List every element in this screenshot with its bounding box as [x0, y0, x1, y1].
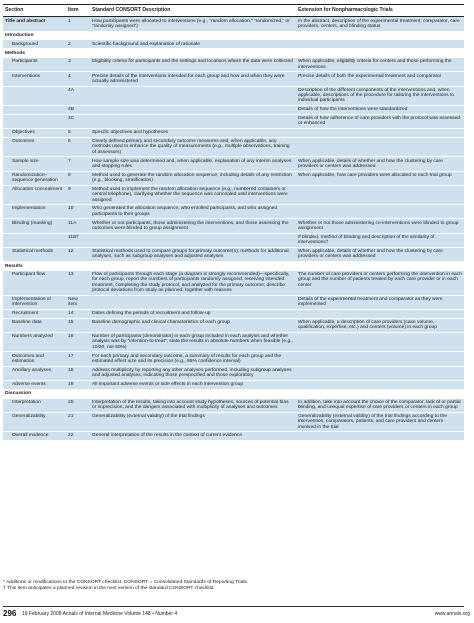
- row-standard-cell: Flow of participants through each stage (a diagram is strongly recommended)—specifically, for each group, report the numbers of participants randomly assigned, receiving intended treatment, completing the study protocol, and analyzed for the primary outcome; describe protocol deviations from study as planned, together with reasons: [90, 270, 296, 295]
- table-row: [3, 412, 464, 432]
- row-section-cell: Recruitment: [3, 309, 66, 318]
- table-header-row: [3, 5, 464, 17]
- row-standard-cell: Eligibility criteria for participants and the settings and locations where the data were collected: [90, 58, 296, 72]
- row-standard-cell: [90, 114, 296, 128]
- row-item-cell: 4A: [66, 86, 90, 106]
- row-section-cell: Allocation concealment: [3, 185, 66, 205]
- row-extension-cell: Details of how adherence of care providers with the protocol was assessed or enhanced: [296, 114, 464, 128]
- table-row: [3, 219, 464, 233]
- table-row: [3, 233, 464, 247]
- row-extension-cell: When applicable, details of whether and how the clustering by care providers or centers was addressed: [296, 157, 464, 171]
- row-standard-cell: Number of participants (denominator) in each group included in each analysis and whether analysis was by “intention-to-treat”; state the results in absolute numbers when feasible (e.g., 10/20, not 50%): [90, 332, 296, 352]
- row-section-cell: Adverse events: [3, 380, 66, 388]
- table-row: [3, 157, 464, 171]
- row-section-cell: [3, 114, 66, 128]
- footnote-1: * Additions or modifications to the CONSORT checklist. CONSORT = Consolidated Standards of Reporting Trials.: [3, 580, 249, 585]
- row-item-cell: 15: [66, 318, 90, 332]
- row-standard-cell: Dates defining the periods of recruitment and follow-up: [90, 309, 296, 318]
- table-row: [3, 86, 464, 106]
- row-section-cell: Title and abstract: [3, 17, 66, 31]
- table-row: [3, 171, 464, 185]
- row-section-cell: Ancillary analyses: [3, 366, 66, 380]
- table-row: [3, 137, 464, 157]
- row-item-cell: 14: [66, 309, 90, 318]
- row-section-cell: Participants: [3, 58, 66, 72]
- row-section-cell: Implementation of intervention: [3, 295, 66, 309]
- row-section-cell: [3, 233, 66, 247]
- row-standard-cell: Specific objectives and hypotheses: [90, 129, 296, 138]
- table-row: [3, 270, 464, 295]
- row-extension-cell: When applicable, details of whether and how the clustering by care providers or centers was addressed: [296, 247, 464, 261]
- row-standard-cell: Clearly defined primary and secondary outcome measures and, when applicable, any methods used to enhance the quality of measurements (e.g., multiple observations, training of assessors): [90, 137, 296, 157]
- table-row: [3, 366, 464, 380]
- row-extension-cell: When applicable, eligibility criteria for centers and those performing the interventions: [296, 58, 464, 72]
- row-extension-cell: [296, 366, 464, 380]
- row-section-cell: [3, 106, 66, 115]
- row-extension-cell: [296, 129, 464, 138]
- row-section-cell: [3, 86, 66, 106]
- row-section-cell: Baseline data: [3, 318, 66, 332]
- row-item-cell: 4B: [66, 106, 90, 115]
- table-row: [3, 318, 464, 332]
- journal-meta: 19 February 2008 Annals of Internal Medicine Volume 148 • Number 4: [22, 611, 178, 617]
- row-standard-cell: Statistical methods used to compare groups for primary outcome(s); methods for additional analyses, such as subgroup analyses and adjusted analyses: [90, 247, 296, 261]
- row-standard-cell: Interpretation of the results, taking into account study hypotheses, sources of potential bias or imprecision, and the dangers associated with multiplicity of analyses and outcomes: [90, 398, 296, 412]
- header-extension: Extension for Nonpharmacologic Trials: [296, 5, 464, 17]
- row-item-cell: 4C: [66, 114, 90, 128]
- footnotes: [3, 580, 464, 591]
- row-standard-cell: How sample size was determined and, when applicable, explanation of any interim analyses and stopping rules: [90, 157, 296, 171]
- row-item-cell: 17: [66, 352, 90, 366]
- row-section-cell: Interventions: [3, 72, 66, 86]
- row-extension-cell: Generalizability (external validity) of the trial findings according to the intervention, comparators, patients, and care providers and centers involved in the trial: [296, 412, 464, 432]
- row-section-cell: Statistical methods: [3, 247, 66, 261]
- row-section-cell: Numbers analyzed: [3, 332, 66, 352]
- table-row: [3, 17, 464, 31]
- row-section-cell: Interpretation: [3, 398, 66, 412]
- page-number: 296: [3, 609, 17, 618]
- row-item-cell: 2: [66, 40, 90, 48]
- row-item-cell: 9: [66, 185, 90, 205]
- row-extension-cell: [296, 309, 464, 318]
- row-extension-cell: [296, 137, 464, 157]
- row-extension-cell: Details of the experimental treatment and comparator as they were implemented: [296, 295, 464, 309]
- row-item-cell: 12: [66, 247, 90, 261]
- row-standard-cell: All important adverse events or side effects in each intervention group: [90, 380, 296, 388]
- row-extension-cell: The number of care providers or centers performing the intervention in each group and the number of patients treated by each care provider or in each center: [296, 270, 464, 295]
- row-item-cell: 8: [66, 171, 90, 185]
- table-row: [3, 40, 464, 48]
- row-extension-cell: Precise details of both the experimental treatment and comparator: [296, 72, 464, 86]
- row-standard-cell: [90, 233, 296, 247]
- row-standard-cell: How participants were allocated to interventions (e.g., “random allocation,” “randomized,” or “randomly assigned”): [90, 17, 296, 31]
- table-row: [3, 185, 464, 205]
- row-extension-cell: When applicable, a description of care providers (case volume, qualification, expertise, etc.) and centers (volume) in each group: [296, 318, 464, 332]
- section-heading: Results: [3, 261, 464, 270]
- row-section-cell: Participant flow: [3, 270, 66, 295]
- row-item-cell: 11A: [66, 219, 90, 233]
- row-item-cell: 19: [66, 380, 90, 388]
- row-item-cell: 10: [66, 205, 90, 219]
- consort-checklist-table: [3, 4, 464, 440]
- table-row: [3, 380, 464, 388]
- table-row: [3, 352, 464, 366]
- row-extension-cell: Whether or not those administering co-interventions were blinded to group assignment: [296, 219, 464, 233]
- section-heading: Introduction: [3, 31, 464, 40]
- header-section: Section: [3, 5, 66, 17]
- section-heading-row: [3, 31, 464, 40]
- row-section-cell: Implementation: [3, 205, 66, 219]
- row-standard-cell: [90, 86, 296, 106]
- row-item-cell: New item: [66, 295, 90, 309]
- row-standard-cell: Scientific background and explanation of rationale: [90, 40, 296, 48]
- table-row: [3, 72, 464, 86]
- row-item-cell: 18: [66, 366, 90, 380]
- row-item-cell: 21: [66, 412, 90, 432]
- row-item-cell: 5: [66, 129, 90, 138]
- row-extension-cell: [296, 352, 464, 366]
- row-section-cell: Generalizability: [3, 412, 66, 432]
- footnote-2: † This item anticipates a planned revision in the next version of the standard CONSORT checklist.: [3, 585, 215, 591]
- row-standard-cell: General interpretation of the results in the context of current evidence: [90, 432, 296, 440]
- row-item-cell: 4: [66, 72, 90, 86]
- row-item-cell: 7: [66, 157, 90, 171]
- row-item-cell: 1: [66, 17, 90, 31]
- section-heading: Methods: [3, 48, 464, 57]
- row-standard-cell: Precise details of the interventions intended for each group and how and when they were actually administered: [90, 72, 296, 86]
- row-extension-cell: Description of the different components of the interventions and, when applicable, descriptions of the procedure for tailoring the interventions to individual participants: [296, 86, 464, 106]
- row-extension-cell: [296, 432, 464, 440]
- row-standard-cell: Generalizability (external validity) of the trial findings: [90, 412, 296, 432]
- row-section-cell: Background: [3, 40, 66, 48]
- row-section-cell: Outcomes: [3, 137, 66, 157]
- section-heading-row: [3, 389, 464, 398]
- table-row: [3, 398, 464, 412]
- row-standard-cell: Method used to generate the random allocation sequence, including details of any restriction (e.g., blocking, stratification): [90, 171, 296, 185]
- row-extension-cell: Details of how the interventions were standardized: [296, 106, 464, 115]
- row-extension-cell: In addition, take into account the choice of the comparator, lack of or partial blinding, and unequal expertise of care providers or centers in each group: [296, 398, 464, 412]
- table-row: [3, 309, 464, 318]
- table-row: [3, 106, 464, 115]
- checklist-document: [3, 4, 464, 440]
- row-extension-cell: In the abstract, description of the experimental treatment, comparator, care providers, centers, and blinding status: [296, 17, 464, 31]
- row-section-cell: Objectives: [3, 129, 66, 138]
- section-heading: Discussion: [3, 389, 464, 398]
- row-standard-cell: Address multiplicity by reporting any other analyses performed, including subgroup analyses and adjusted analyses, indicating those prespecified and those exploratory: [90, 366, 296, 380]
- table-row: [3, 114, 464, 128]
- table-row: [3, 247, 464, 261]
- table-row: [3, 58, 464, 72]
- row-standard-cell: [90, 295, 296, 309]
- row-item-cell: 20: [66, 398, 90, 412]
- table-body: [3, 17, 464, 440]
- row-standard-cell: For each primary and secondary outcome, a summary of results for each group and the estimated effect size and its precision (e.g., 95% confidence interval): [90, 352, 296, 366]
- row-extension-cell: [296, 332, 464, 352]
- header-item: Item: [66, 5, 90, 17]
- row-item-cell: 22: [66, 432, 90, 440]
- row-section-cell: Randomization–sequence generation: [3, 171, 66, 185]
- row-extension-cell: [296, 380, 464, 388]
- row-extension-cell: [296, 185, 464, 205]
- footer-rule: [3, 606, 464, 607]
- row-extension-cell: When applicable, how care providers were allocated to each trial group: [296, 171, 464, 185]
- table-row: [3, 205, 464, 219]
- table-row: [3, 295, 464, 309]
- row-section-cell: Sample size: [3, 157, 66, 171]
- row-extension-cell: If blinded, method of blinding and description of the similarity of interventions†: [296, 233, 464, 247]
- row-standard-cell: Whether or not participants, those administering the interventions, and those assessing the outcomes were blinded to group assignment: [90, 219, 296, 233]
- row-extension-cell: [296, 205, 464, 219]
- row-standard-cell: [90, 106, 296, 115]
- row-section-cell: Overall evidence: [3, 432, 66, 440]
- row-item-cell: 6: [66, 137, 90, 157]
- table-row: [3, 129, 464, 138]
- row-item-cell: 11B†: [66, 233, 90, 247]
- row-standard-cell: Method used to implement the random allocation sequence (e.g., numbered containers or central telephone), clarifying whether the sequence was concealed until interventions were assigned: [90, 185, 296, 205]
- journal-site: www.annals.org: [434, 611, 470, 617]
- row-extension-cell: [296, 40, 464, 48]
- row-item-cell: 3: [66, 58, 90, 72]
- table-row: [3, 332, 464, 352]
- row-section-cell: Blinding (masking): [3, 219, 66, 233]
- row-item-cell: 16: [66, 332, 90, 352]
- row-item-cell: 13: [66, 270, 90, 295]
- row-section-cell: Outcomes and estimation: [3, 352, 66, 366]
- section-heading-row: [3, 48, 464, 57]
- table-row: [3, 432, 464, 440]
- row-standard-cell: Who generated the allocation sequence, who enrolled participants, and who assigned participants to their groups: [90, 205, 296, 219]
- row-standard-cell: Baseline demographic and clinical characteristics of each group: [90, 318, 296, 332]
- section-heading-row: [3, 261, 464, 270]
- header-standard: Standard CONSORT Description: [90, 5, 296, 17]
